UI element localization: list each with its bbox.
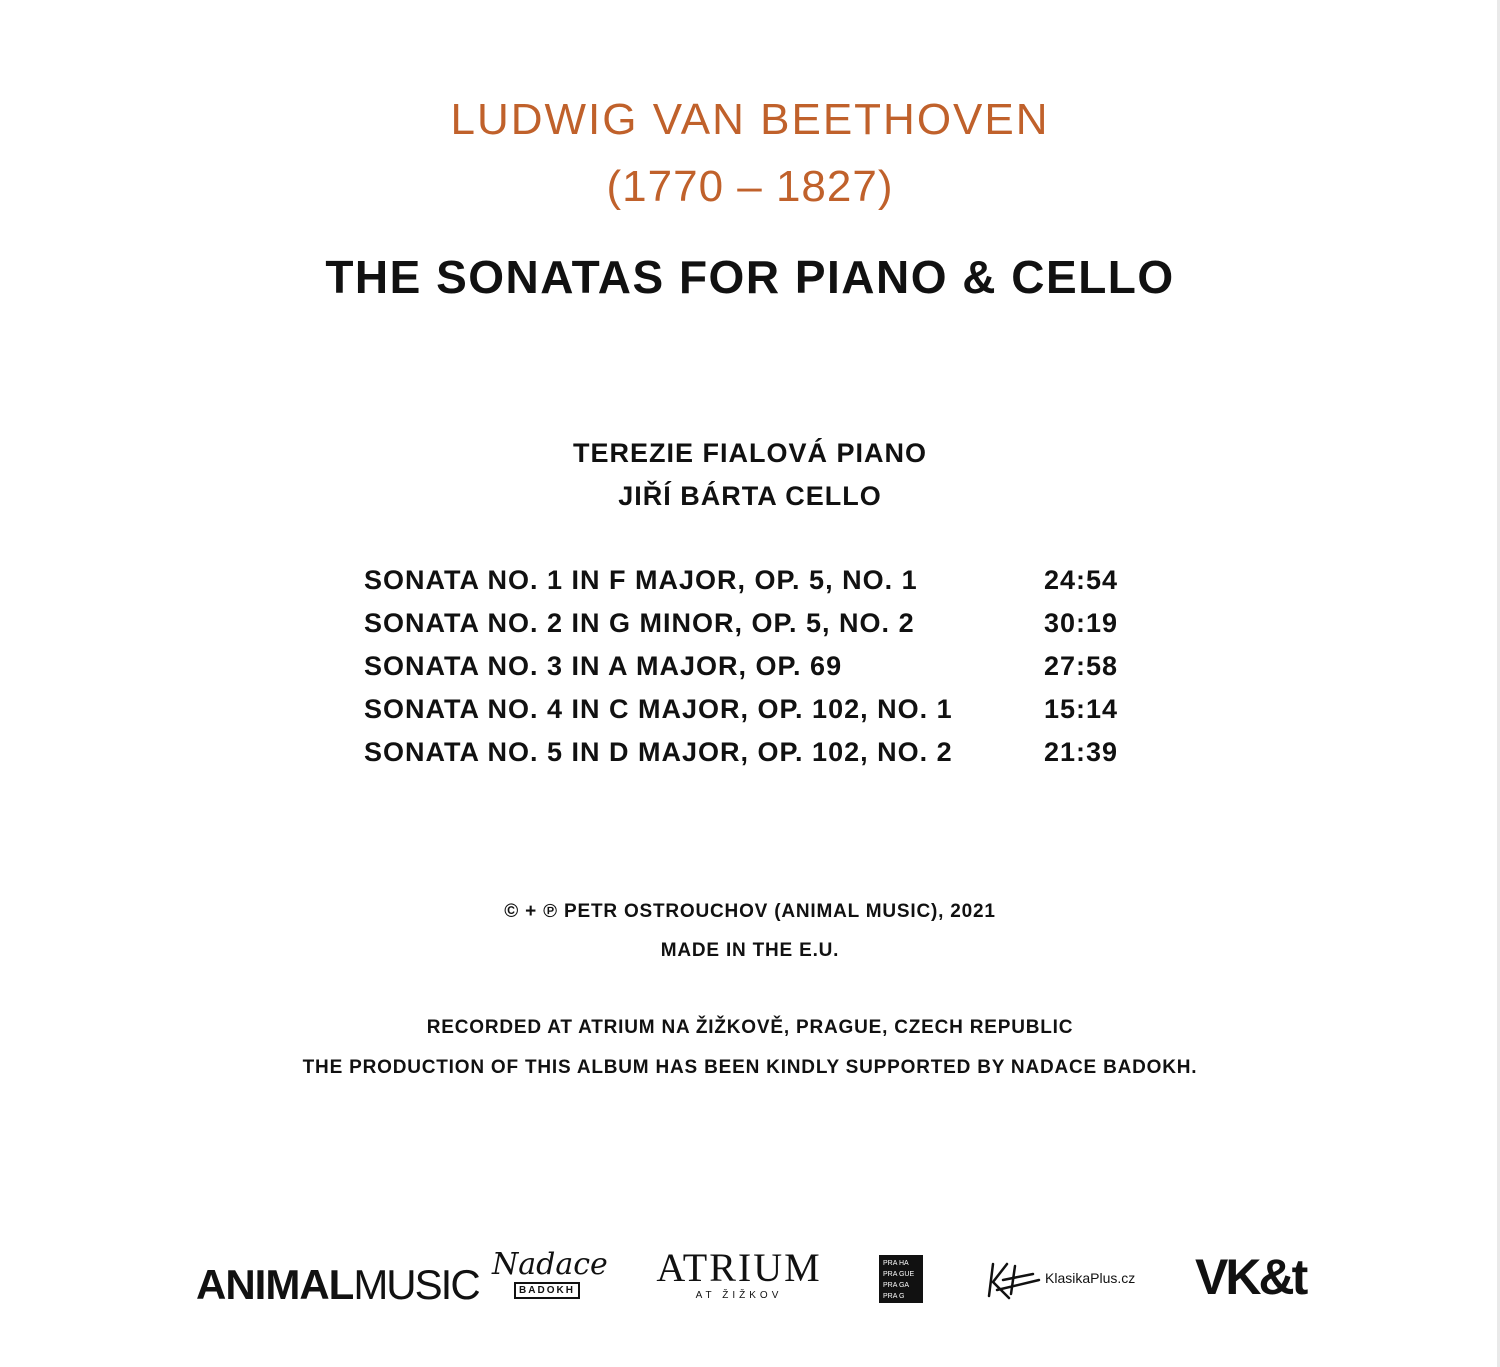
support-notice: THE PRODUCTION OF THIS ALBUM HAS BEEN KINDLY SUPPORTED BY NADACE BADOKH. xyxy=(302,1057,1198,1078)
track-title: SONATA NO. 5 IN D MAJOR, OP. 102, NO. 2 xyxy=(364,737,953,767)
nadace-badokh-logo: Nadace BADOKH xyxy=(492,1250,602,1299)
track-title: SONATA NO. 1 IN F MAJOR, OP. 5, NO. 1 xyxy=(364,565,918,595)
performer-piano: TEREZIE FIALOVÁ PIANO xyxy=(572,438,928,468)
track-duration: 21:39 xyxy=(1044,737,1119,767)
made-in-notice: MADE IN THE E.U. xyxy=(660,940,840,961)
svg-text:PRA GUE: PRA GUE xyxy=(883,1271,915,1278)
composer-name: LUDWIG VAN BEETHOVEN xyxy=(450,95,1050,144)
track-title: SONATA NO. 2 IN G MINOR, OP. 5, NO. 2 xyxy=(364,608,915,638)
track-title: SONATA NO. 4 IN C MAJOR, OP. 102, NO. 1 xyxy=(364,694,953,724)
track-duration: 27:58 xyxy=(1044,651,1119,681)
praha-logo xyxy=(879,1255,923,1303)
track-row xyxy=(364,651,1144,694)
sponsor-logos: ANIMALMUSIC Nadace BADOKH ATRIUM AT ŽIŽKOV PRA HA PRA GUE PRA GA PRA G KlasikaPlus.cz VK&t xyxy=(196,1245,1306,1308)
atrium-zizkov-logo: ATRIUM AT ŽIŽKOV xyxy=(656,1245,822,1301)
recording-location: RECORDED AT ATRIUM NA ŽIŽKOVĚ, PRAGUE, CZECH REPUBLIC xyxy=(426,1017,1074,1038)
album-title: THE SONATAS FOR PIANO & CELLO xyxy=(325,251,1175,303)
performer-cello: JIŘÍ BÁRTA CELLO xyxy=(618,481,882,511)
track-title: SONATA NO. 3 IN A MAJOR, OP. 69 xyxy=(364,651,843,681)
track-row xyxy=(364,608,1144,651)
track-duration: 30:19 xyxy=(1044,608,1119,638)
klasika-mark-icon xyxy=(985,1258,1043,1302)
svg-text:PRA GA: PRA GA xyxy=(883,1282,910,1289)
track-row xyxy=(364,737,1144,780)
composer-dates: (1770 – 1827) xyxy=(606,162,894,211)
track-duration: 24:54 xyxy=(1044,565,1119,595)
svg-text:PRA HA: PRA HA xyxy=(883,1260,909,1267)
animal-music-logo: ANIMALMUSIC xyxy=(196,1261,479,1308)
praha-logo-icon xyxy=(879,1255,923,1303)
track-list xyxy=(364,565,1144,780)
copyright-notice: © + ℗ PETR OSTROUCHOV (ANIMAL MUSIC), 2021 xyxy=(504,901,996,922)
vk-logo: VK&t xyxy=(1195,1249,1306,1305)
track-row xyxy=(364,565,1144,608)
track-duration: 15:14 xyxy=(1044,694,1119,724)
track-row xyxy=(364,694,1144,737)
svg-text:PRA G: PRA G xyxy=(883,1293,905,1300)
